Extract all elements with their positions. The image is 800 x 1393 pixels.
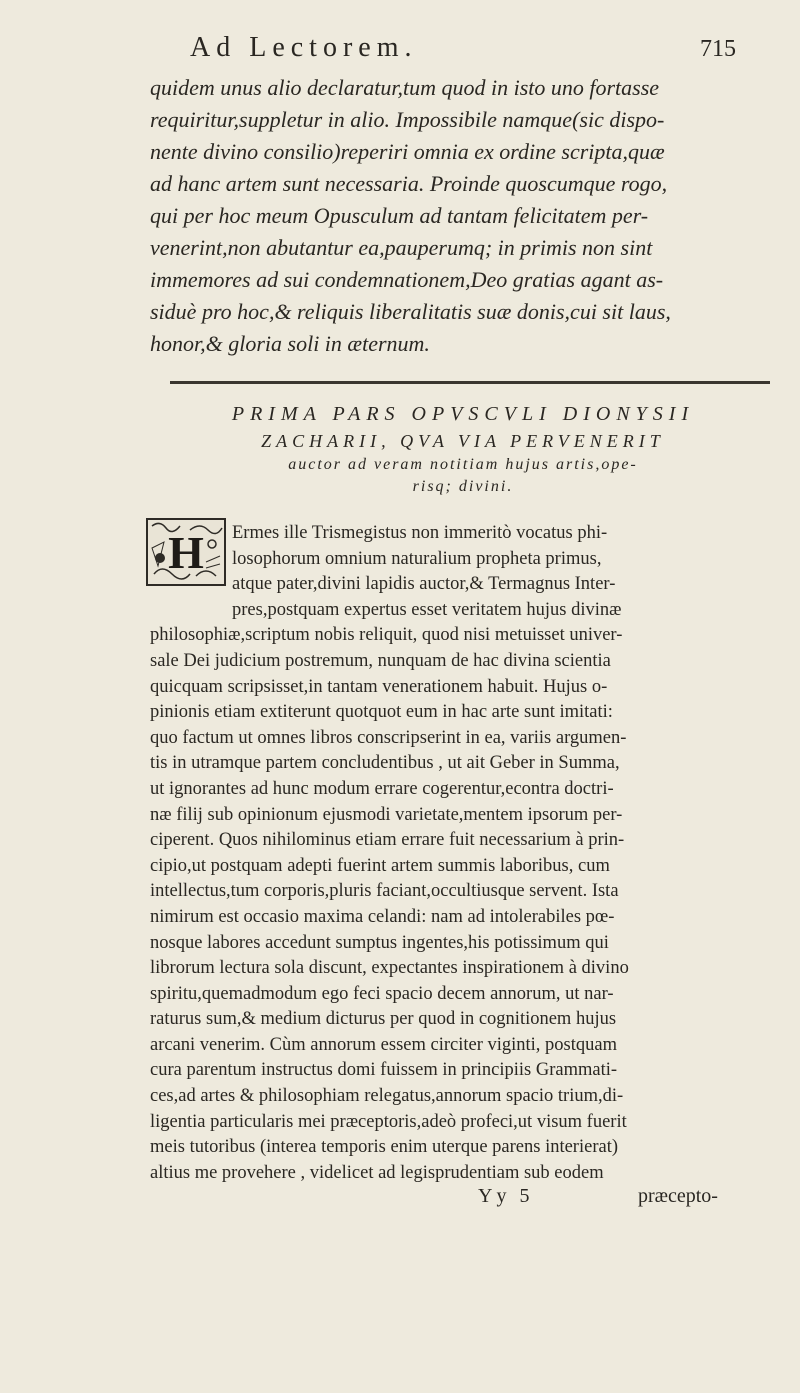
text-line: ces,ad artes & philosophiam relegatus,annorum spacio trium,di- [150,1086,624,1107]
text-line: ad hanc artem sunt necessaria. Proinde quoscumque rogo, [150,171,668,196]
text-line: sale Dei judicium postremum, nunquam de hac divina scientia [150,650,611,671]
catchword: præcepto- [638,1185,718,1207]
text-line: nente divino consilio)reperiri omnia ex ordine scripta,quæ [150,139,665,164]
text-line: nimirum est occasio maxima celandi: nam ad intolerabiles pœ- [150,906,615,927]
section-divider [170,381,770,384]
text-line: ligentia particularis mei præceptoris,adeò profeci,ut visum fuerit [150,1111,627,1132]
text-line: siduè pro hoc,& reliquis liberalitatis suæ donis,cui sit laus, [150,299,671,324]
text-line: ut ignorantes ad hunc modum errare cogerentur,econtra doctri- [150,778,614,799]
text-line: cura parentum instructus domi fuissem in principiis Grammati- [150,1060,618,1081]
text-line: quidem unus alio declaratur,tum quod in isto uno fortasse [150,75,660,100]
heading-line: ZACHARII, QVA VIA PERVENERIT [261,431,665,451]
running-title: Ad Lectorem. [190,32,418,63]
initial-letter: H [168,527,204,578]
text-line: requiritur,suppletur in alio. Impossibile namque(sic dispo- [150,107,665,132]
heading-line: auctor ad veram notitiam hujus artis,ope- [288,456,638,473]
text-line: quicquam scripsisset,in tantam venerationem habuit. Hujus o- [150,676,608,697]
page-number: 715 [700,36,736,62]
text-line: Ermes ille Trismegistus non immeritò vocatus phi- [232,523,608,543]
text-line: pinionis etiam extiterunt quotquot eum in hac arte sunt imitati: [150,702,613,723]
text-line: næ filij sub opinionum ejusmodi varietate,mentem ipsorum per- [150,804,623,825]
text-line: immemores ad sui condemnationem,Deo gratias agant as- [150,267,664,292]
preface-paragraph [150,72,780,360]
text-line: philosophiæ,scriptum nobis reliquit, quod nisi metuisset univer- [150,625,623,646]
body-paragraph [150,521,785,1186]
section-heading [138,400,788,498]
text-line: qui per hoc meum Opusculum ad tantam felicitatem per- [150,203,649,228]
text-line: raturus sum,& medium dicturus per quod in cognitionem hujus [150,1009,617,1030]
text-line: intellectus,tum corporis,pluris faciant,occultiusque servent. Ista [150,881,619,902]
text-line: quo factum ut omnes libros conscripserint in ea, variis argumen- [150,727,627,748]
text-line: tis in utramque partem concludentibus , ut ait Geber in Summa, [150,753,620,774]
signature-mark: Yy 5 [478,1185,534,1207]
text-line: arcani venerim. Cùm annorum essem circiter viginti, postquam [150,1034,617,1055]
text-line: pres,postquam expertus esset veritatem hujus divinæ [232,599,622,620]
text-line: meis tutoribus (interea temporis enim uterque parens interierat) [150,1137,618,1158]
text-line: nosque labores accedunt sumptus ingentes,his potissimum qui [150,932,609,953]
page-footer [0,1185,800,1215]
heading-line: PRIMA PARS OPVSCVLI DIONYSII [231,403,695,425]
text-line: librorum lectura sola discunt, expectantes inspirationem à divino [150,958,629,979]
heading-line: risq; divini. [412,478,514,495]
text-line: altius me provehere , videlicet ad legisprudentiam sub eodem [150,1162,604,1183]
text-line: ciperent. Quos nihilominus etiam errare fuit necessarium à prin- [150,830,625,851]
text-line: honor,& gloria soli in æternum. [150,331,430,356]
text-line: spiritu,quemadmodum ego feci spacio decem annorum, ut nar- [150,983,614,1004]
text-line: cipio,ut postquam adepti fuerint artem summis laboribus, cum [150,855,610,876]
text-line: atque pater,divini lapidis auctor,& Termagnus Inter- [232,574,616,595]
text-line: venerint,non abutantur ea,pauperumq; in primis non sint [150,235,653,260]
page-header [0,32,800,72]
text-line: losophorum omnium naturalium propheta primus, [232,548,602,569]
